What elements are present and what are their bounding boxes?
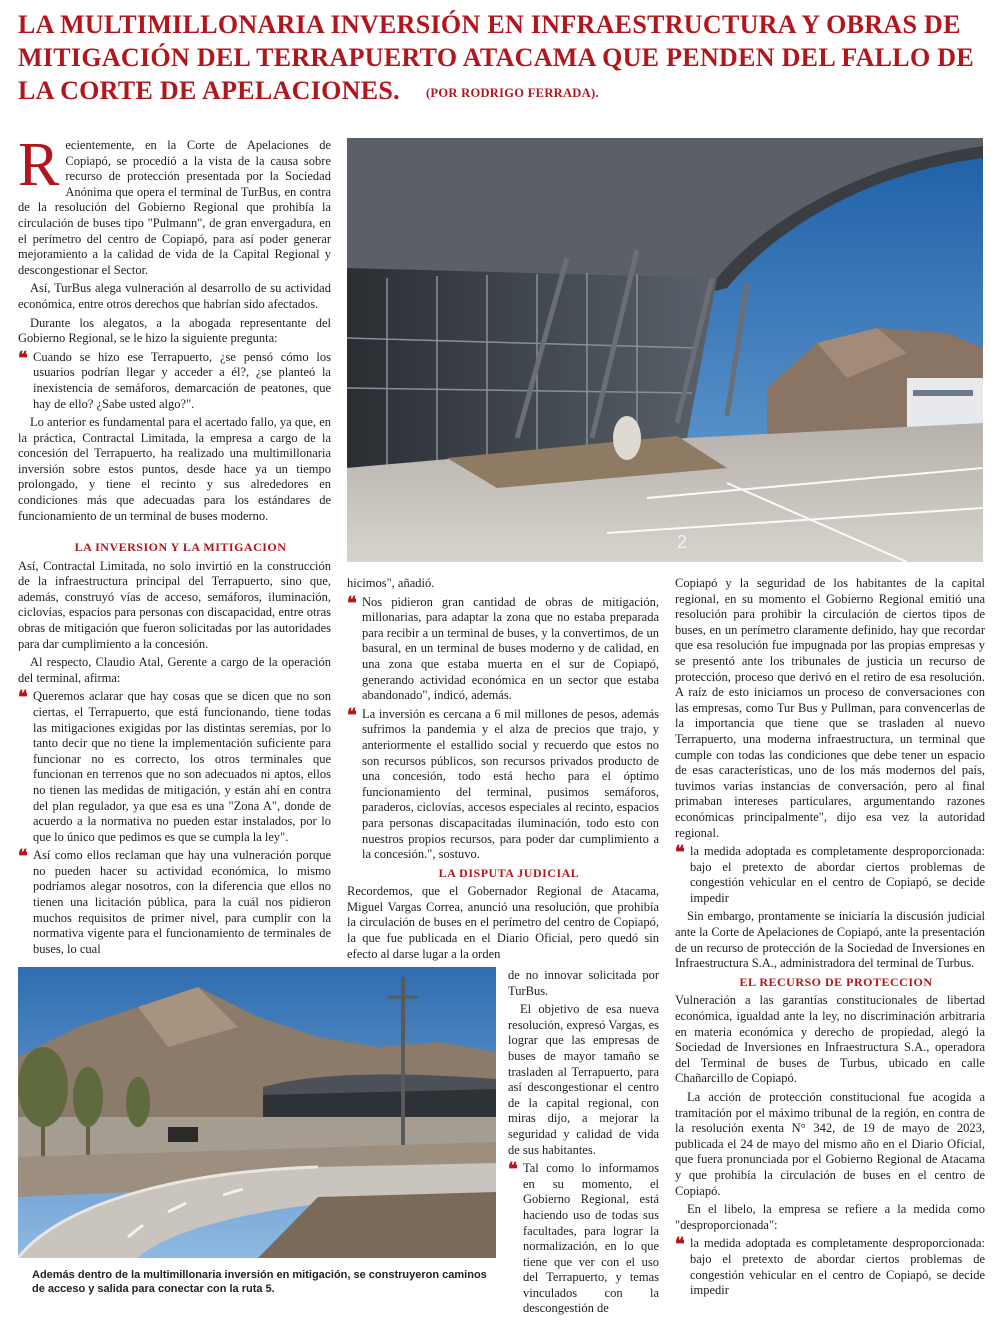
quote-paragraph bbox=[347, 704, 659, 863]
drop-cap: R bbox=[18, 131, 60, 199]
quote-mark-icon: ❝ bbox=[347, 704, 357, 725]
quote-text: Así como ellos reclaman que hay una vulneración porque no pueden hacer su actividad económica, lo mismo podríamos alegar nosotros, con la diferencia que ellos no tienen una licitación pública, para la cuál nos pidieron muchos requisitos de primer nivel, para cumplir con la normativa vigente para el funcionamiento de terminales de buses, lo cual bbox=[33, 848, 331, 956]
investment-section bbox=[18, 540, 331, 960]
column-1 bbox=[18, 131, 331, 527]
body-paragraph: de no innovar solicitada por TurBus. bbox=[508, 968, 659, 998]
quote-paragraph bbox=[675, 1236, 985, 1298]
quote-mark-icon: ❝ bbox=[18, 846, 28, 867]
section-heading: LA DISPUTA JUDICIAL bbox=[438, 865, 580, 880]
body-paragraph: La acción de protección constitucional fue acogida a tramitación por el máximo tribunal de la región, en contra de la resolución exenta N° 342, de 19 de mayo de 2023, publicada el 24 de mayo del mismo año en el Diario Oficial, que fuera pronunciada por el Gobierno Regional de Atacama y que prohibía la circulación de buses en el centro de Copiapó. bbox=[675, 1090, 985, 1198]
article-byline: (POR RODRIGO FERRADA). bbox=[425, 86, 599, 100]
terminal-building-photo bbox=[347, 138, 983, 562]
quote-mark-icon: ❝ bbox=[508, 1159, 518, 1180]
quote-paragraph bbox=[18, 689, 331, 845]
column-3 bbox=[675, 576, 985, 1302]
body-paragraph: Al respecto, Claudio Atal, Gerente a cargo de la operación del terminal, afirma: bbox=[18, 655, 331, 685]
column-2-narrow bbox=[508, 968, 659, 1320]
body-paragraph: El objetivo de esa nueva resolución, expresó Vargas, es lograr que las empresas de buses de mayor tamaño se trasladen al Terrapuerto, para así descongestionar el centro de la capital regional, con miras dijo, a mejorar la seguridad y calidad de vida de sus habitantes. bbox=[508, 1002, 659, 1157]
section-heading: EL RECURSO DE PROTECCION bbox=[739, 974, 933, 989]
quote-text: Tal como lo informamos en su momento, el Gobierno Regional, está haciendo uso de todas sus facultades, para lograr la normalización, en lo que tiene que ver con el uso del Terrapuerto, y temas vinculados con la descongestión de bbox=[523, 1161, 659, 1316]
access-road-image bbox=[18, 967, 496, 1258]
quote-text: Cuando se hizo ese Terrapuerto, ¿se pensó cómo los usuarios podrían llegar y acceder a él?, ¿se planteó la inexistencia de semáforos, demarcación de peatones, que hay de ello? ¿Sabe usted algo?". bbox=[33, 349, 331, 411]
quote-text: Queremos aclarar que hay cosas que se dicen que no son ciertas, el Terrapuerto, que está funcionando, tiene todas las mitigaciones exigidas por las distintas seremías, por lo tanto decir que no tiene la implementación suficiente para funcionar no es correcto, los otros terminales que funcionan en terrenos que no son adecuados ni aptos, ellos no tienen las medidas de mitigación, y están ahí en contra del plan regulador, ya que esa es una "Zona A", donde de acuerdo a la normativa no pueden estar instalados, por lo que lo único que pedimos es que se cumpla la ley". bbox=[33, 689, 331, 844]
body-paragraph: Recordemos, que el Gobernador Regional de Atacama, Miguel Vargas Correa, anunció una resolución, que prohibía la circulación de buses en el perímetro del centro de Copiapó, la que fue publicada en el Diario Oficial, pero quedó sin efecto al darse lugar a la orden bbox=[347, 884, 659, 961]
quote-text: la medida adoptada es completamente desproporcionada: bajo el pretexto de abordar ciertos problemas de congestión vehicular en el centro de Copiapó, se decide impedir bbox=[690, 1236, 985, 1298]
quote-text: la medida adoptada es completamente desproporcionada: bajo el pretexto de abordar ciertos problemas de congestión vehicular en el centro de Copiapó, se decide impedir bbox=[690, 844, 985, 905]
quote-mark-icon: ❝ bbox=[347, 592, 357, 613]
access-road-photo bbox=[18, 967, 496, 1258]
terminal-building-image bbox=[347, 138, 983, 562]
quote-text: Nos pidieron gran cantidad de obras de mitigación, millonarias, para adaptar la zona que no estaba preparada para recibir a un terminal de buses, y la convertimos, de un basural, en un terminal de buses moderno y de calidad, en una zona que estaba muerta en el sur de Copiapó, generando actividad económica en un sector que estaba abandonado", indicó, además. bbox=[362, 594, 659, 703]
body-paragraph: Sin embargo, prontamente se iniciaría la discusión judicial ante la Corte de Apelaciones de Copiapó, ante la presentación de un recurso de protección de la Sociedad de Inversiones en Infraestructura S.A., administradora del terminal de Turbus. bbox=[675, 909, 985, 971]
body-paragraph: hicimos", añadió. bbox=[347, 576, 435, 590]
section-heading: LA INVERSION Y LA MITIGACION bbox=[74, 540, 287, 554]
body-paragraph: Lo anterior es fundamental para el acertado fallo, ya que, en la práctica, Contractal Limitada, la empresa a cargo de la concesión del Terrapuerto, ha realizado una multimillonaria inversión sobre estos puntos, desde hace ya un tiempo prolongado, y tiene el recinto y sus alrededores en condiciones más que adecuadas para los estándares de funcionamiento de un terminal de buses moderno. bbox=[18, 415, 331, 523]
column-2 bbox=[347, 576, 659, 965]
article-title-text: LA MULTIMILLONARIA INVERSIÓN EN INFRAESTRUCTURA Y OBRAS DE MITIGACIÓN DEL TERRAPUERTO ATACAMA QUE PENDEN DEL FALLO DE LA CORTE DE APELACIONES. bbox=[18, 10, 974, 105]
quote-paragraph bbox=[18, 347, 331, 412]
intro-text: ecientemente, en la Corte de Apelaciones de Copiapó, se procedió a la vista de la causa sobre recurso de protección presentada por la Sociedad Anónima que opera el terminal de TurBus, en contra de la resolución del Gobierno Regional que prohibía la circulación de buses tipo "Pulmann", de gran envergadura, en el perímetro del centro de Copiapó, para así poder generar mejoramiento a la calidad de vida de la Capital Regional y descongestionar el Sector. bbox=[18, 138, 331, 277]
photo-caption: Además dentro de la multimillonaria inversión en mitigación, se construyeron caminos de acceso y salida para conectar con la ruta 5. bbox=[32, 1269, 487, 1295]
quote-mark-icon: ❝ bbox=[18, 687, 28, 708]
body-paragraph: Vulneración a las garantías constitucionales de libertad económica, igualdad ante la ley, no discriminación arbitraria en materia económica y derecho de propiedad, alegó la Sociedad de Inversiones en Infraestructura S.A., operadora del Terminal de buses de Turbus, ubicado en calle Chañarcillo de Copiapó. bbox=[675, 993, 985, 1086]
quote-mark-icon: ❝ bbox=[675, 842, 685, 863]
quote-text: La inversión es cercana a 6 mil millones de pesos, además sufrimos la pandemia y el alza de precios que trajo, y anteriormente el estallido social y recuerdo que estos no son recursos públicos, son recursos privados producto de una concesión, todo está hecho para el óptimo funcionamiento del terminal, pusimos semáforos, paraderos, ciclovías, accesos especiales al recinto, espacios para personas discapacitadas iluminación, todo esto con nuestros propios recursos, para poder dar cumplimiento a la concesión.", sostuvo. bbox=[362, 706, 659, 862]
quote-paragraph bbox=[675, 844, 985, 906]
quote-mark-icon: ❝ bbox=[675, 1234, 685, 1255]
quote-mark-icon: ❝ bbox=[18, 347, 28, 368]
intro-paragraph bbox=[18, 131, 331, 278]
body-paragraph: En el libelo, la empresa se refiere a la medida como "desproporcionada": bbox=[675, 1202, 985, 1232]
article-title bbox=[18, 8, 983, 110]
body-paragraph: Así, TurBus alega vulneración al desarrollo de su actividad económica, entre otros derechos que habrían sido afectados. bbox=[18, 281, 331, 311]
svg-text:2: 2 bbox=[677, 532, 688, 552]
quote-paragraph bbox=[347, 592, 659, 704]
quote-paragraph bbox=[18, 848, 331, 957]
body-paragraph: Durante los alegatos, a la abogada representante del Gobierno Regional, se le hizo la siguiente pregunta: bbox=[18, 315, 331, 346]
body-paragraph: Así, Contractal Limitada, no solo invirtió en la construcción de la infraestructura principal del Terrapuerto, sino que, además, construyó vías de acceso, semáforos, iluminación, ciclovías, espacios para personas con discapacidad, entre otras obras de mitigación que fueron solicitadas por las autoridades para dar cumplimiento a la concesión. bbox=[18, 558, 331, 651]
body-paragraph: Copiapó y la seguridad de los habitantes de la capital regional, en su momento el Gobierno Regional emitió una resolución para prohibir la circulación de ciertos tipos de buses, en un perímetro claramente definido, hay que recordar que esa resolución fue impugnada por las propias empresas y se presentó ante los tribunales de justicia un recurso de protección, proceso que derivó en el retiro de esa resolución. A raíz de esto iniciamos un proceso de conversaciones con las empresas, como Tur Bus y Pullman, para convencerlas de la importancia que tiene que se trasladen al nuevo Terrapuerto, una moderna infraestructura, un terminal que cumple con todas las condiciones que debe tener un espacio de esas características, uno de los más modernos del país, tuvimos varias instancias de conversación, pero al final primaban intereses particulares, argumentando razones económicas principalmente", dijo esa vez la autoridad regional. bbox=[675, 576, 985, 840]
quote-paragraph bbox=[508, 1161, 659, 1317]
